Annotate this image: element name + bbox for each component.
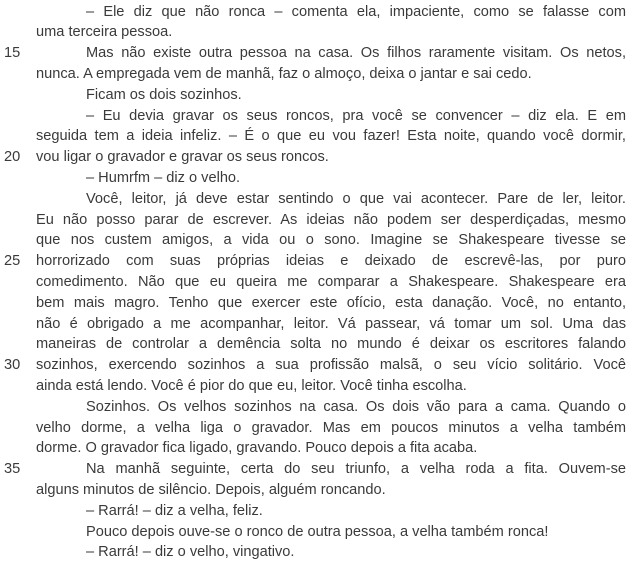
text-line: bem mais magro. Tenho que exercer este ofício, esta danação. Você, no entanto,	[36, 295, 626, 311]
text-line: alguns minutos de silêncio. Depois, alguém roncando.	[36, 482, 386, 498]
line-number-15: 15	[4, 45, 21, 61]
text-line: sozinhos, exercendo sozinhos a sua profissão malsã, o seu vício solitário. Você	[36, 357, 626, 373]
text-line: vou ligar o gravador e gravar os seus roncos.	[36, 149, 329, 165]
text-line: – Humrfm – diz o velho.	[86, 170, 241, 186]
text-line: Pouco depois ouve-se o ronco de outra pessoa, a velha também ronca!	[86, 524, 549, 540]
text-line: Na manhã seguinte, certa do seu triunfo, a velha roda a fita. Ouvem-se	[86, 461, 626, 477]
line-number-25: 25	[4, 253, 21, 269]
line-number-20: 20	[4, 149, 21, 165]
text-line: nunca. A empregada vem de manhã, faz o almoço, deixa o jantar e sai cedo.	[36, 66, 532, 82]
text-line: Sozinhos. Os velhos sozinhos na casa. Os dois vão para a cama. Quando o	[86, 399, 626, 415]
line-number-35: 35	[4, 461, 21, 477]
text-line: – Rarrá! – diz o velho, vingativo.	[86, 544, 295, 560]
text-line: – Rarrá! – diz a velha, feliz.	[86, 503, 263, 519]
text-line: não é obrigado a me acompanhar, leitor. Vá passear, vá tomar um sol. Uma das	[36, 316, 626, 332]
text-line: seguida tem a ideia infeliz. – É o que eu vou fazer! Esta noite, quando você dormir,	[36, 128, 626, 144]
text-line: – Eu devia gravar os seus roncos, pra você se convencer – diz ela. E em	[86, 108, 626, 124]
line-number-30: 30	[4, 357, 21, 373]
text-line: velho dorme, a velha liga o gravador. Mas em poucos minutos a velha também	[36, 420, 626, 436]
text-line: maneiras de controlar a demência solta no mundo é deixar os escritores falando	[36, 336, 626, 352]
text-line: – Ele diz que não ronca – comenta ela, impaciente, como se falasse com	[86, 4, 626, 20]
text-line: comedimento. Não que eu queira me comparar a Shakespeare. Shakespeare era	[36, 274, 626, 290]
text-line: Você, leitor, já deve estar sentindo o que vai acontecer. Pare de ler, leitor.	[86, 191, 626, 207]
text-line: ainda está lendo. Você é pior do que eu, leitor. Você tinha escolha.	[36, 378, 467, 394]
text-line: Eu não posso parar de escrever. As ideias não podem ser desperdiçadas, mesmo	[36, 212, 626, 228]
text-line: horrorizado com suas próprias ideias e deixado de escrevê-las, por puro	[36, 253, 626, 269]
text-line: Mas não existe outra pessoa na casa. Os filhos raramente visitam. Os netos,	[86, 45, 626, 61]
text-line: uma terceira pessoa.	[36, 24, 173, 40]
text-line: que nos custem amigos, a vida ou o sono. Imagine se Shakespeare tivesse se	[36, 232, 626, 248]
text-line: dorme. O gravador fica ligado, gravando. Pouco depois a fita acaba.	[36, 440, 478, 456]
text-line: Ficam os dois sozinhos.	[86, 87, 242, 103]
